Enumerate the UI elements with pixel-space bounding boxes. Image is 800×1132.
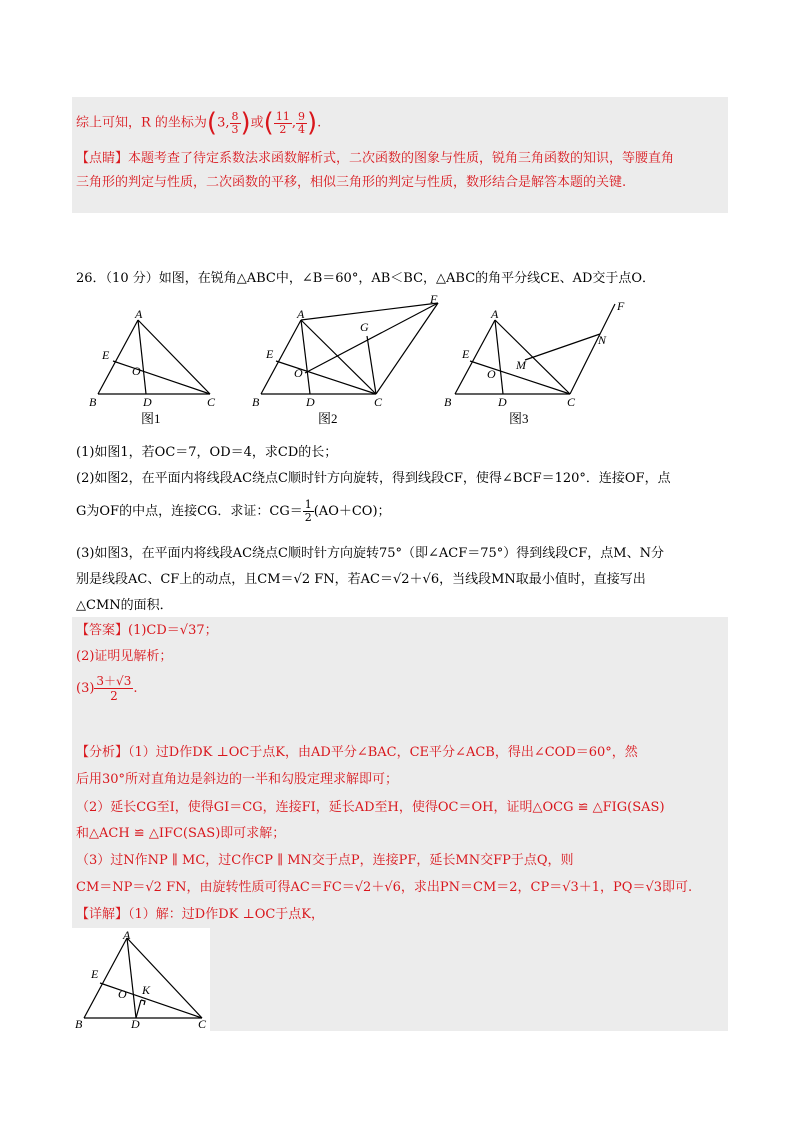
figure-2 (248, 295, 448, 430)
part2-frac-num: 1 (304, 498, 312, 511)
fig3-label-A: A (491, 307, 499, 321)
fig2-label-B: B (252, 395, 260, 409)
analysis-line1 (76, 744, 638, 762)
detail-label-K: K (142, 983, 151, 997)
detail-text1: （1）解：过D作DK ⊥OC于点K， (128, 907, 325, 922)
analysis-text1: （1）过D作DK ⊥OC于点K，由AD平分∠BAC，CE平分∠ACB，得出∠COD＝60°，然 (128, 745, 638, 760)
question-part2-line1: (2)如图2，在平面内将线段AC绕点C顺时针方向旋转，得到线段CF，使得∠BCF＝120°．连接OF，点 (76, 471, 671, 486)
or-word: 或 (250, 115, 264, 131)
dianjing-tag: 【点睛】 (76, 151, 129, 166)
fig2-label-A: A (297, 307, 305, 321)
fig3-label-D: D (498, 395, 507, 409)
fig1-label-E: E (102, 348, 110, 362)
detail-line1 (76, 906, 324, 924)
fig2-label-F: F (430, 295, 438, 306)
fig1-label-B: B (89, 395, 97, 409)
detail-label-C: C (198, 1017, 207, 1031)
detail-label-O: O (118, 987, 127, 1001)
question-part2-line2 (76, 499, 391, 524)
analysis-line3: （2）延长CG至I，使得GI＝CG，连接FI，延长AD至H，使得OC＝OH，证明△OCG ≌ △FIG(SAS) (76, 800, 665, 815)
fig1-label-A: A (135, 307, 143, 321)
analysis-tag: 【分析】 (76, 745, 129, 760)
fig3-label-O: O (487, 367, 496, 381)
dianjing-line1 (76, 150, 674, 168)
question-part3-line2: 别是线段AC、CF上的动点，且CM＝√2 FN，若AC＝√2＋√6，当线段MN取最小值时，直接写出 (76, 572, 646, 587)
figure-3 (435, 298, 635, 430)
part2-frac-den: 2 (304, 511, 312, 524)
fig2-label-G: G (360, 320, 369, 334)
question-part3-line3: △CMN的面积． (76, 598, 173, 613)
figure-1 (84, 305, 224, 430)
answer-3 (76, 674, 137, 703)
coord1-num: 8 (231, 109, 239, 123)
fig3-label-C: C (567, 395, 576, 409)
fig3-label-E: E (462, 347, 470, 361)
fig2-label-C: C (374, 395, 383, 409)
answer-line1 (76, 622, 218, 640)
dianjing-line2: 三角形的判定与性质，二次函数的平移，相似三角形的判定与性质，数形结合是解答本题的关键. (76, 175, 627, 190)
coord2-den1: 2 (279, 122, 287, 136)
coord1-den: 3 (231, 122, 239, 136)
coord2-num1: 11 (275, 109, 290, 123)
fig2-label-D: D (306, 395, 315, 409)
question-part3-line1: (3)如图3，在平面内将线段AC绕点C顺时针方向旋转75°（即∠ACF＝75°）得到线段CF，点M、N分 (76, 546, 664, 561)
question-part1: (1)如图1，若OC＝7，OD＝4，求CD的长； (76, 445, 338, 460)
answer-tag: 【答案】 (76, 623, 129, 638)
answer-2: (2)证明见解析； (76, 649, 173, 664)
prev-conclusion: 综上可知，R 的坐标为(3, $\frac{8}{3}$ )或( $\frac{11}{2}$ , $\frac{9}{4}$ ). (76, 108, 322, 138)
analysis-line5: （3）过N作NP ∥ MC，过C作CP ∥ MN交于点P，连接PF，延长MN交FP于点Q，则 (76, 853, 574, 868)
fig1-label-O: O (132, 364, 141, 378)
answer-3-prefix: (3) (76, 681, 95, 696)
answer-1: (1)CD＝√37； (128, 623, 218, 638)
analysis-line6: CM＝NP＝√2 FN，由旋转性质可得AC＝FC＝√2＋√6，求出PN＝CM＝2，CP＝√3＋1，PQ＝√3即可. (76, 880, 693, 895)
detail-tag: 【详解】 (76, 907, 129, 922)
question-header: 26．（10 分）如图，在锐角△ABC中，∠B＝60°，AB＜BC，△ABC的角平分线CE、AD交于点O． (76, 271, 656, 286)
answer-3-num: 3＋√3 (96, 674, 132, 688)
fig2-label-O: O (294, 366, 303, 380)
detail-label-A: A (123, 928, 131, 942)
part2-text-a: G为OF的中点，连接CG．求证：CG＝ (76, 504, 303, 519)
fig2-label-E: E (266, 347, 274, 361)
fig3-label-B: B (444, 395, 452, 409)
fig1-caption: 图1 (141, 411, 161, 426)
fig3-caption: 图3 (509, 411, 529, 426)
coord2-num2: 9 (297, 109, 305, 123)
fig1-label-D: D (143, 395, 152, 409)
detail-figure (72, 928, 210, 1031)
detail-label-D: D (131, 1017, 140, 1031)
fig1-label-C: C (207, 395, 216, 409)
part2-text-b: (AO＋CO)； (313, 504, 391, 519)
fig2-caption: 图2 (318, 411, 338, 426)
coord1-a: 3 (217, 115, 226, 131)
coord2-den2: 4 (297, 122, 305, 136)
detail-label-E: E (91, 967, 99, 981)
fig3-label-F: F (617, 299, 625, 313)
answer-3-den: 2 (110, 689, 118, 703)
fig3-label-N: N (598, 333, 607, 347)
analysis-line4: 和△ACH ≌ △IFC(SAS)即可求解； (76, 826, 286, 841)
detail-label-B: B (75, 1017, 83, 1031)
analysis-line2: 后用30°所对直角边是斜边的一半和勾股定理求解即可； (76, 772, 399, 787)
dianjing-text1: 本题考查了待定系数法求函数解析式，二次函数的图象与性质，锐角三角函数的知识，等腰直角 (128, 151, 675, 166)
conclusion-prefix: 综上可知，R 的坐标为 (76, 115, 207, 131)
fig3-label-M: M (516, 358, 526, 372)
answer-3-suffix: . (133, 681, 138, 696)
